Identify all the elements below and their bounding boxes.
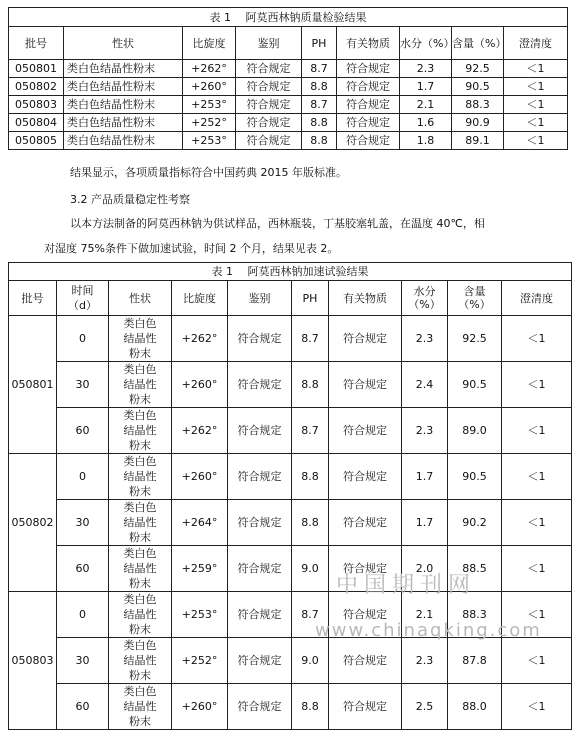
table-row — [9, 684, 572, 730]
table-cell: 2.5 — [402, 684, 448, 730]
table-cell: 符合规定 — [337, 114, 400, 132]
table-cell: 60 — [57, 408, 109, 454]
table-cell: 8.7 — [292, 316, 329, 362]
table-cell: 类白色结晶性粉末 — [109, 592, 172, 638]
table-cell: 1.8 — [400, 132, 452, 150]
table-cell: 2.3 — [402, 638, 448, 684]
table-cell: 90.5 — [452, 78, 504, 96]
table-cell: ＜1 — [504, 60, 568, 78]
table-cell: ＜1 — [502, 454, 572, 500]
table-cell: 符合规定 — [228, 546, 292, 592]
table-cell: 8.8 — [302, 78, 337, 96]
table-cell: +252° — [183, 114, 236, 132]
table-cell: 符合规定 — [228, 500, 292, 546]
table-cell: 050802 — [9, 78, 64, 96]
table-row — [9, 316, 572, 362]
table-cell: 8.8 — [292, 500, 329, 546]
quality-test-table — [8, 7, 568, 150]
result-paragraph: 结果显示，各项质量指标符合中国药典 2015 年版标准。 — [70, 166, 347, 179]
table-row — [9, 500, 572, 546]
table-row — [9, 638, 572, 684]
table-cell: 88.0 — [448, 684, 502, 730]
table-cell: ＜1 — [504, 78, 568, 96]
table-cell: 符合规定 — [228, 362, 292, 408]
table-cell: 符合规定 — [228, 684, 292, 730]
table-cell: 符合规定 — [236, 132, 302, 150]
table-cell: 30 — [57, 500, 109, 546]
table-cell: +260° — [172, 454, 228, 500]
method-paragraph-line2: 对湿度 75%条件下做加速试验，时间 2 个月，结果见表 2。 — [44, 242, 339, 255]
table2-header-cell: 时间（d） — [57, 281, 109, 316]
table-cell: +262° — [183, 60, 236, 78]
table-cell: +260° — [172, 684, 228, 730]
table-cell: 92.5 — [448, 316, 502, 362]
table-cell: 0 — [57, 316, 109, 362]
table-row — [9, 132, 568, 150]
table2-header-cell: 比旋度 — [172, 281, 228, 316]
table1-header-cell: 有关物质 — [337, 27, 400, 60]
table-cell: ＜1 — [502, 362, 572, 408]
table-cell: 9.0 — [292, 638, 329, 684]
table-cell: 符合规定 — [228, 454, 292, 500]
table-cell: 符合规定 — [337, 78, 400, 96]
table-cell: 8.8 — [292, 454, 329, 500]
table-cell: 87.8 — [448, 638, 502, 684]
table-cell: 类白色结晶性粉末 — [109, 546, 172, 592]
table1-header-cell: PH — [302, 27, 337, 60]
table-cell: 符合规定 — [236, 96, 302, 114]
table-cell: 050804 — [9, 114, 64, 132]
table-cell: 2.4 — [402, 362, 448, 408]
table-cell: 类白色结晶性粉末 — [64, 96, 183, 114]
table-cell: 050803 — [9, 96, 64, 114]
table-cell: 2.3 — [400, 60, 452, 78]
table-cell: ＜1 — [504, 114, 568, 132]
watermark-logo-text: 中国期刊网 — [336, 573, 477, 598]
table-row — [9, 60, 568, 78]
table-cell: +252° — [172, 638, 228, 684]
table-cell: 类白色结晶性粉末 — [64, 78, 183, 96]
table-cell: ＜1 — [502, 638, 572, 684]
table2-header-cell: 批号 — [9, 281, 57, 316]
accelerated-test-table — [8, 262, 572, 730]
table-cell: 2.1 — [402, 592, 448, 638]
table-cell: 88.5 — [448, 546, 502, 592]
table-row — [9, 546, 572, 592]
table-cell: 8.7 — [292, 408, 329, 454]
table-cell: 30 — [57, 638, 109, 684]
table-cell: 符合规定 — [236, 78, 302, 96]
table-row — [9, 114, 568, 132]
table-cell: 90.9 — [452, 114, 504, 132]
table-cell: 1.7 — [402, 500, 448, 546]
table-row — [9, 408, 572, 454]
table-cell: 88.3 — [448, 592, 502, 638]
table-cell: 类白色结晶性粉末 — [109, 362, 172, 408]
table-cell: +262° — [172, 316, 228, 362]
table-cell: 0 — [57, 592, 109, 638]
table1-header-cell: 水分（%） — [400, 27, 452, 60]
table-cell: 1.6 — [400, 114, 452, 132]
table-cell: 符合规定 — [329, 362, 402, 408]
table-cell: 8.8 — [302, 114, 337, 132]
table2-header-cell: 性状 — [109, 281, 172, 316]
table1-header-cell: 比旋度 — [183, 27, 236, 60]
table-cell: 8.7 — [302, 60, 337, 78]
table-cell: ＜1 — [504, 132, 568, 150]
table-cell: 1.7 — [402, 454, 448, 500]
table-cell: 89.1 — [452, 132, 504, 150]
table-cell: 89.0 — [448, 408, 502, 454]
table-cell: 90.5 — [448, 454, 502, 500]
table-cell: +253° — [172, 592, 228, 638]
table-cell: ＜1 — [502, 546, 572, 592]
table-cell: +253° — [183, 96, 236, 114]
table-cell: +259° — [172, 546, 228, 592]
method-paragraph-line1: 以本方法制备的阿莫西林钠为供试样品，西林瓶装，丁基胶塞轧盖，在温度 40℃，相 — [70, 217, 485, 230]
table-cell: 60 — [57, 684, 109, 730]
table-cell: ＜1 — [502, 592, 572, 638]
batch-cell: 050802 — [9, 454, 57, 592]
table-cell: 2.0 — [402, 546, 448, 592]
table2-header-cell: 鉴别 — [228, 281, 292, 316]
table2-header-cell: 水分（%） — [402, 281, 448, 316]
table-cell: ＜1 — [502, 316, 572, 362]
table-cell: +253° — [183, 132, 236, 150]
table-cell: 8.8 — [292, 362, 329, 408]
table-cell: ＜1 — [504, 96, 568, 114]
table-cell: 050801 — [9, 60, 64, 78]
table-cell: 90.5 — [448, 362, 502, 408]
table-cell: 符合规定 — [329, 592, 402, 638]
table-cell: 30 — [57, 362, 109, 408]
table-cell: 符合规定 — [329, 684, 402, 730]
table-cell: +260° — [183, 78, 236, 96]
table2-header-cell: 含量（%） — [448, 281, 502, 316]
batch-cell: 050803 — [9, 592, 57, 730]
table-cell: 8.7 — [292, 592, 329, 638]
batch-cell: 050801 — [9, 316, 57, 454]
table-cell: 2.1 — [400, 96, 452, 114]
table-cell: 类白色结晶性粉末 — [109, 500, 172, 546]
table-cell: 符合规定 — [329, 454, 402, 500]
table-row — [9, 454, 572, 500]
table-cell: ＜1 — [502, 500, 572, 546]
table-cell: 类白色结晶性粉末 — [109, 316, 172, 362]
table-cell: 类白色结晶性粉末 — [64, 132, 183, 150]
table-cell: 92.5 — [452, 60, 504, 78]
table-cell: 类白色结晶性粉末 — [109, 638, 172, 684]
table-cell: 050805 — [9, 132, 64, 150]
table-cell: 符合规定 — [228, 408, 292, 454]
table-cell: 8.8 — [292, 684, 329, 730]
table-cell: 类白色结晶性粉末 — [64, 60, 183, 78]
table-cell: ＜1 — [502, 684, 572, 730]
table-cell: 符合规定 — [329, 500, 402, 546]
table1-caption: 表 1 阿莫西林钠质量检验结果 — [9, 8, 568, 27]
table-cell: 类白色结晶性粉末 — [109, 454, 172, 500]
table-cell: 符合规定 — [228, 592, 292, 638]
table-cell: 类白色结晶性粉末 — [109, 684, 172, 730]
table-row — [9, 362, 572, 408]
table-cell: 符合规定 — [329, 546, 402, 592]
table-cell: 符合规定 — [337, 132, 400, 150]
table-cell: 8.7 — [302, 96, 337, 114]
table1-header-cell: 澄清度 — [504, 27, 568, 60]
table-cell: ＜1 — [502, 408, 572, 454]
table2-header-cell: 澄清度 — [502, 281, 572, 316]
table1-header-cell: 含量（%） — [452, 27, 504, 60]
table-cell: 1.7 — [400, 78, 452, 96]
table-cell: 符合规定 — [228, 638, 292, 684]
table-cell: 类白色结晶性粉末 — [64, 114, 183, 132]
table-cell: 符合规定 — [236, 114, 302, 132]
table-cell: +264° — [172, 500, 228, 546]
table-cell: 88.3 — [452, 96, 504, 114]
table2-caption: 表 1 阿莫西林钠加速试验结果 — [9, 263, 572, 281]
table-row — [9, 78, 568, 96]
table-cell: 90.2 — [448, 500, 502, 546]
table-cell: 8.8 — [302, 132, 337, 150]
section-heading: 3.2 产品质量稳定性考察 — [70, 193, 190, 206]
table-cell: 9.0 — [292, 546, 329, 592]
table-cell: 符合规定 — [337, 60, 400, 78]
table1-header-cell: 性状 — [64, 27, 183, 60]
table-cell: 0 — [57, 454, 109, 500]
table2-header-cell: PH — [292, 281, 329, 316]
table-cell: 类白色结晶性粉末 — [109, 408, 172, 454]
table-row — [9, 96, 568, 114]
table-cell: 符合规定 — [329, 408, 402, 454]
table1-header-cell: 鉴别 — [236, 27, 302, 60]
table-cell: +260° — [172, 362, 228, 408]
table-cell: 符合规定 — [337, 96, 400, 114]
table-cell: 符合规定 — [228, 316, 292, 362]
table-cell: 2.3 — [402, 408, 448, 454]
table-cell: 2.3 — [402, 316, 448, 362]
table-cell: 60 — [57, 546, 109, 592]
table-cell: +262° — [172, 408, 228, 454]
table2-header-cell: 有关物质 — [329, 281, 402, 316]
table-cell: 符合规定 — [329, 316, 402, 362]
table1-header-cell: 批号 — [9, 27, 64, 60]
table-cell: 符合规定 — [236, 60, 302, 78]
table-cell: 符合规定 — [329, 638, 402, 684]
watermark-url: www.chinaqking.com — [315, 620, 542, 641]
